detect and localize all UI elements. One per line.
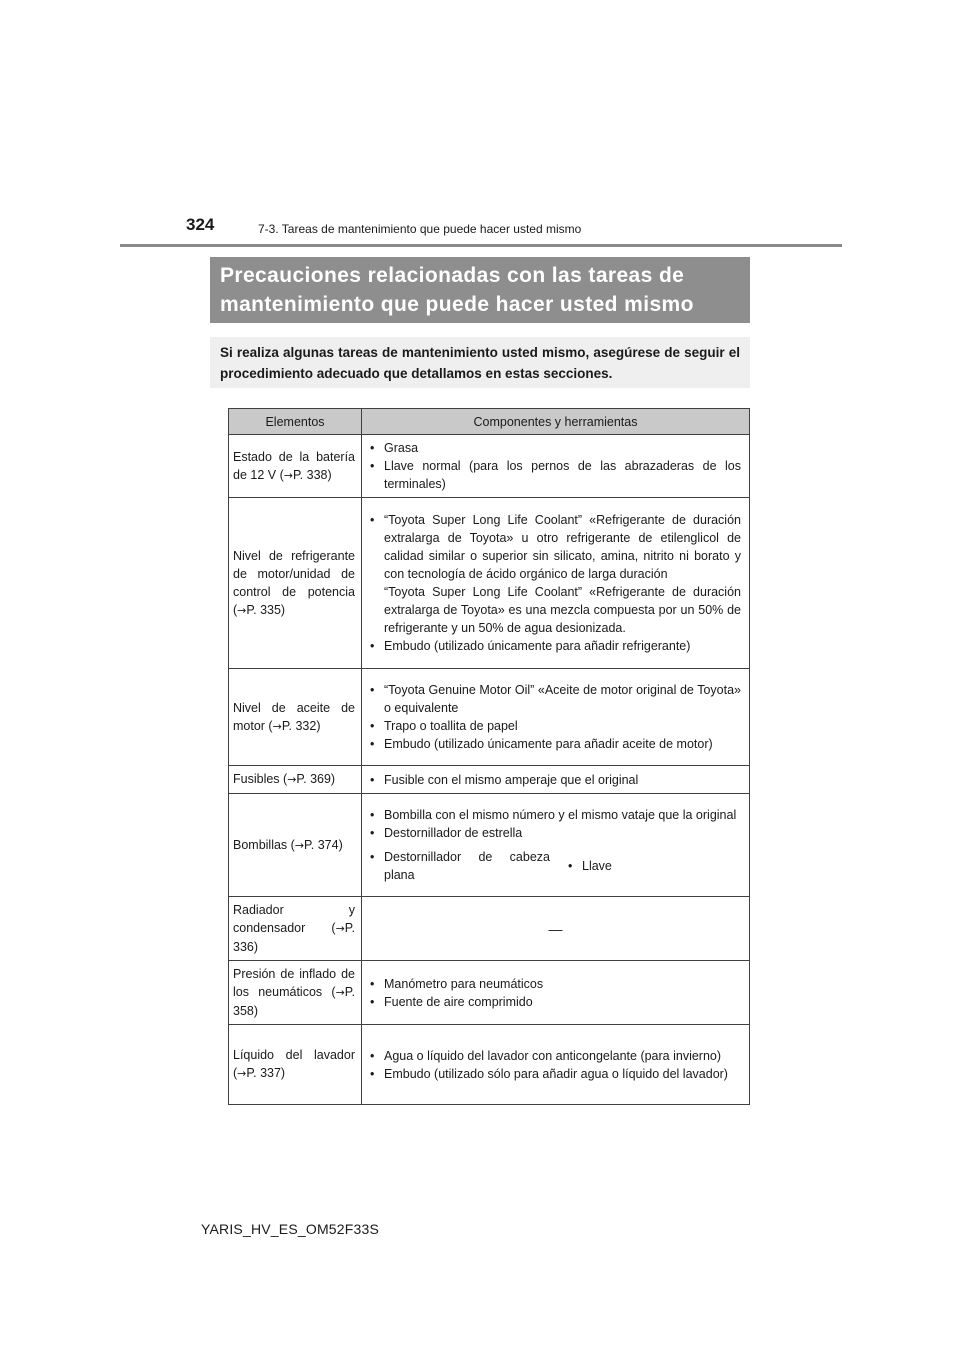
list-item: • Fuente de aire comprimido	[370, 994, 533, 1009]
list-item: • Destornillador de estrella	[370, 826, 523, 840]
list-item: • Llave	[568, 859, 612, 873]
components-cell	[362, 498, 750, 669]
components-cell	[362, 435, 750, 498]
page-number: 324	[186, 215, 215, 234]
table-header-row	[229, 409, 750, 435]
intro-box: Si realiza algunas tareas de mantenimiento usted mismo, asegúrese de seguir el procedimiento adecuado que detallamos en estas secciones.	[210, 337, 750, 388]
components-cell-empty: —	[362, 897, 750, 961]
element-cell: Líquido del lavador (→P. 337)	[229, 1025, 362, 1105]
section-title: 7-3. Tareas de mantenimiento que puede hacer usted mismo	[258, 222, 582, 236]
arrow-icon: →	[237, 603, 247, 617]
list-item: • Manómetro para neumáticos	[370, 976, 544, 991]
components-cell	[362, 961, 750, 1025]
two-column-items	[370, 848, 741, 884]
arrow-icon: →	[287, 773, 297, 786]
table-row	[229, 1025, 750, 1105]
arrow-icon: →	[237, 1067, 247, 1080]
table-row	[229, 766, 750, 794]
arrow-icon: →	[335, 986, 345, 999]
footer-code: YARIS_HV_ES_OM52F33S	[201, 1221, 380, 1237]
element-cell: Fusibles (→P. 369)	[229, 766, 362, 794]
header-componentes: Componentes y herramientas	[362, 409, 750, 435]
list-item: • Bombilla con el mismo número y el mismo vataje que la original	[370, 808, 737, 822]
list-item: • Embudo (utilizado únicamente para añadir aceite de motor)	[370, 737, 713, 751]
title-box	[210, 257, 750, 323]
table-row	[229, 669, 750, 766]
arrow-icon: →	[283, 468, 293, 482]
arrow-icon: →	[335, 922, 345, 935]
components-cell	[362, 669, 750, 766]
list-item: • Destornillador de cabeza plana	[370, 850, 550, 882]
element-cell: Nivel de refrigerante de motor/unidad de control de potencia (→P. 335)	[229, 498, 362, 669]
list-item: • “Toyota Super Long Life Coolant” «Refrigerante de duración extralarga de Toyota» u otro refrigerante de etilenglicol de calidad similar o superior sin silicato, amina, nitrito ni borato y con tecnología de ácido orgánico de larga duración “Toyota Super Long Life Coolant” «Refrigerante de duración extralarga de Toyota» es una mezcla compuesta por un 50% de refrigerante y un 50% de agua desionizada.	[370, 513, 741, 635]
arrow-icon: →	[294, 838, 305, 852]
list-item: • Grasa	[370, 441, 419, 455]
table-row	[229, 794, 750, 897]
list-item: • Llave normal (para los pernos de las abrazaderas de los terminales)	[370, 459, 741, 491]
list-item: • Agua o líquido del lavador con anticongelante (para invierno)	[370, 1048, 722, 1063]
table-row	[229, 435, 750, 498]
list-item: • Embudo (utilizado únicamente para añadir refrigerante)	[370, 639, 691, 653]
element-cell: Nivel de aceite de motor (→P. 332)	[229, 669, 362, 766]
components-cell	[362, 794, 750, 897]
arrow-icon: →	[272, 719, 282, 733]
components-cell	[362, 766, 750, 794]
list-item: • Fusible con el mismo amperaje que el original	[370, 772, 639, 787]
title-line-2: mantenimiento que puede hacer usted mismo	[220, 293, 694, 316]
table-row	[229, 498, 750, 669]
element-cell: Radiador y condensador (→P. 336)	[229, 897, 362, 961]
header-rule	[120, 244, 842, 247]
list-item: • “Toyota Genuine Motor Oil” «Aceite de motor original de Toyota» o equivalente	[370, 683, 741, 715]
table-row	[229, 897, 750, 961]
maintenance-table	[228, 408, 750, 1105]
title-line-1: Precauciones relacionadas con las tareas de	[220, 264, 685, 287]
element-cell: Presión de inflado de los neumáticos (→P. 358)	[229, 961, 362, 1025]
list-item: • Trapo o toallita de papel	[370, 719, 518, 733]
list-item: • Embudo (utilizado sólo para añadir agua o líquido del lavador)	[370, 1066, 728, 1081]
header-elementos: Elementos	[229, 409, 362, 435]
element-cell: Bombillas (→P. 374)	[229, 794, 362, 897]
components-cell	[362, 1025, 750, 1105]
element-cell: Estado de la batería de 12 V (→P. 338)	[229, 435, 362, 498]
table-row	[229, 961, 750, 1025]
